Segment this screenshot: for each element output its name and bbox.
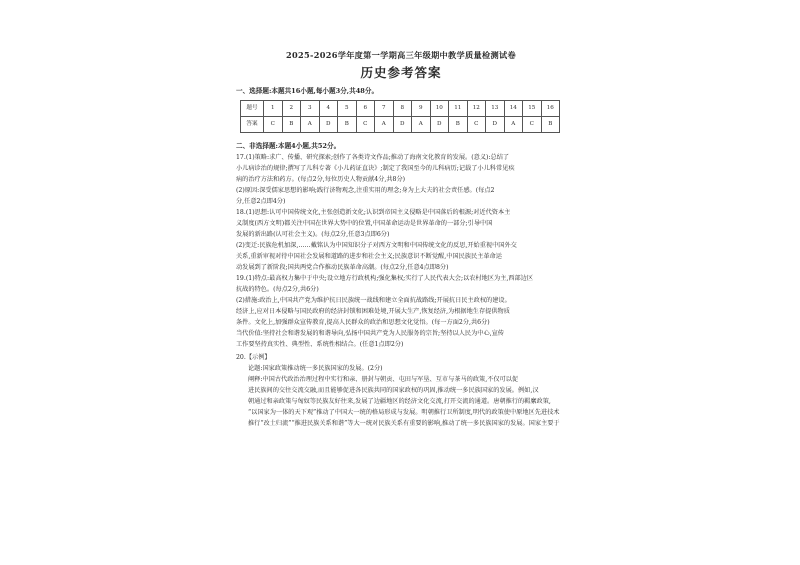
answer-cell: C [467,117,486,133]
section2-heading: 二、非选择题:本题4小题,共52分。 [236,142,341,150]
number-row [241,101,560,117]
question-number-cell: 1 [264,101,283,117]
answer-text-line: 分,任意2点即4分) [236,198,286,205]
q20-text-line: 阐释:中国古代政治治理过程中实行和亲、册封与朝贡、屯田与军垦、互市与茶马的政策,不仅可以促 [248,376,519,383]
answer-text-line: 17.(1)策略:求广、传播、研究探索;创作了各类诗文作品;推动了海南文化教育的发展。(意义):总结了 [236,154,510,161]
q20-body [236,363,566,429]
answer-cell: B [338,117,357,133]
question-number-cell: 10 [430,101,449,117]
question-number-cell: 7 [375,101,394,117]
answer-text-line: (2)变迁:民族危机加深,……戴铭认为中国知识分子对西方文明和中国传统文化的反思,开始重视中国外交 [236,242,517,249]
q20-text-line: 推行“改土归流”“推进民族关系和谐”等大一统对民族关系有重要的影响,推动了统一多民族国家的发展。国家主要于 [248,420,560,427]
question-number-cell: 2 [282,101,301,117]
section1-heading: 一、选择题:本题共16小题,每小题3分,共48分。 [236,87,379,95]
answer-text-line: 当代价值:坚持社会和谐发展的和谐导向,弘扬中国共产党为人民服务的宗旨;坚持以人民为中心,宣传 [236,330,504,337]
question-number-cell: 14 [504,101,523,117]
answer-cell: A [412,117,431,133]
q20-text-line: 进民族间的交往交流交融,而且能够促进各民族共同的国家政权的巩固,推动统一多民族国家的发展。例如,汉 [248,387,539,394]
answer-row [241,117,560,133]
answer-text-line: 发展的新出路(认可社会主义)。(每点2分,任意3点即6分) [236,231,390,238]
answer-text-line: 动发展到了新阶段;国共两党合作推动民族革命高潮。(每点2分,任意4点即8分) [236,264,449,271]
question-number-cell: 6 [356,101,375,117]
answer-text-line: (2)措施:政治上,中国共产党为维护抗日民族统一战线和建立全面抗战路线;开展抗日民主政权的建设。 [236,297,511,304]
question-number-cell: 13 [486,101,505,117]
q20-text-line: “以国家为一体的天下观”推动了中国大一统的格局形成与发展。明朝推行卫所制度,明代的政策使中原地区先进技术 [248,409,560,416]
answer-cell: C [264,117,283,133]
answer-text-line: 19.(1)特点:最高权力集中于中央;设立地方行政机构;强化集权;实行了人民代表大会;以农村地区为主,西部边区 [236,275,534,282]
question-number-cell: 5 [338,101,357,117]
answer-cell: B [541,117,560,133]
answer-cell: C [523,117,542,133]
section2-body [236,152,566,350]
question-number-cell: 12 [467,101,486,117]
answer-text-line: 小儿病诊治的规律;撰写了儿科专著《小儿药证直诀》;制定了我国至今的儿科病历;记载了小儿科常见疾 [236,165,515,172]
subject-title: 历史参考答案 [360,65,442,80]
answer-text-line: 抗战的特色。(每点2分,共6分) [236,286,319,293]
q20-text-line: 论题:国家政策推动统一多民族国家的发展。(2分) [248,365,383,372]
answer-cell: A [301,117,320,133]
question-number-cell: 9 [412,101,431,117]
answer-text-line: 经济上,应对日本侵略与国民政府的经济封锁和困难处境,开展大生产,恢复经济,为根据地生存提供物质 [236,308,510,315]
answer-text-line: 义制度(西方文明)都关注中国在世界大势中的位置,中国革命运动是世界革命的一部分;引导中国 [236,220,493,227]
answer-cell: C [356,117,375,133]
answer-text-line: 18.(1)思想:认可中国传统文化,主张创造新文化;认识到帝国主义侵略是中国落后的根源;对近代资本主 [236,209,511,216]
answer-text-line: 工作要坚持真实性、典型性、系统性相结合。(任意1点即2分) [236,341,404,348]
question-number-cell: 11 [449,101,468,117]
answer-cell: D [430,117,449,133]
question-number-cell: 15 [523,101,542,117]
answer-text-line: (2)原因:深受儒家思想的影响;践行济物观念,注重实用的理念;身为上大夫的社会责任感。(每点2 [236,187,495,194]
answer-cell: A [375,117,394,133]
question-number-cell: 3 [301,101,320,117]
answer-cell: B [449,117,468,133]
answer-cell: D [319,117,338,133]
answer-sheet-page [236,40,566,560]
question-number-cell: 16 [541,101,560,117]
question-number-cell: 8 [393,101,412,117]
number-row-label: 题号 [241,101,264,117]
answer-cell: B [282,117,301,133]
answer-table [240,100,560,133]
question-number-cell: 4 [319,101,338,117]
q20-text-line: 朝通过和亲政策与匈奴等民族友好往来,发展了边疆地区的经济文化交流,打开交流的通道。唐朝推行的羁縻政策, [248,398,551,405]
answer-text-line: 关系,重新审视对待中国社会发展和道路的进步和社会主义;民族意识不断觉醒,中国民族民主革命运 [236,253,502,260]
exam-title: 2025-2026学年度第一学期高三年级期中教学质量检测试卷 [286,50,516,60]
answer-text-line: 病的治疗方法和药方。(每点2分,每位历史人物贡献4分,共8分) [236,176,406,183]
answer-row-label: 答案 [241,117,264,133]
q20-label: 20.【示例】 [236,354,271,361]
answer-cell: A [504,117,523,133]
answer-cell: D [393,117,412,133]
answer-cell: D [486,117,505,133]
answer-text-line: 条件。文化上,加强群众宣传教育,提高人民群众的政治和思想文化觉悟。(每一方面2分,共6分) [236,319,490,326]
